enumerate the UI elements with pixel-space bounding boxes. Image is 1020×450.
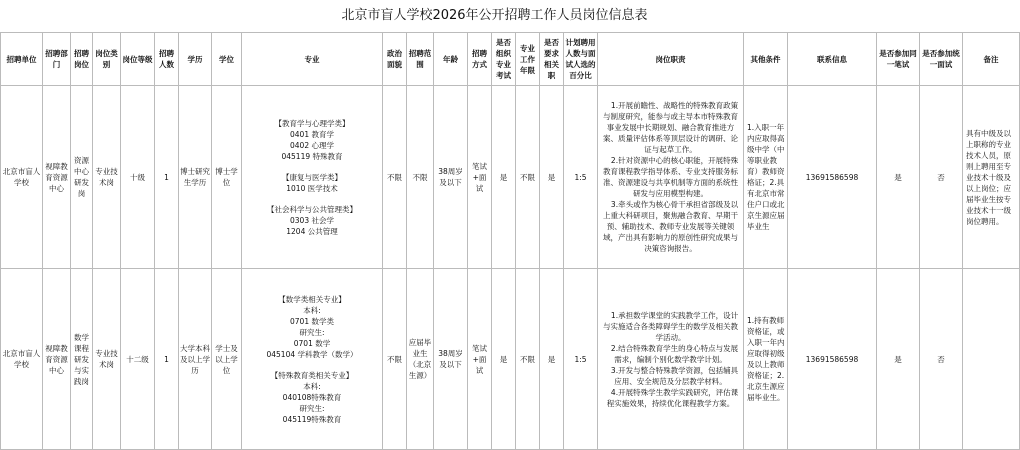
table-row (1, 269, 1020, 450)
cell-years: 不限 (516, 86, 540, 269)
cell-remark: 具有中级及以上职称的专业技术人员，原则上聘用至专业技术十级及以上岗位；应届毕业生按专业技术十一级岗位聘用。 (963, 86, 1020, 269)
header-cell: 招聘部门 (43, 33, 71, 86)
duty-item: 1.开展前瞻性、战略性的特殊教育政策与制度研究，能参与或主导本市特殊教育事业发展中长期规划、融合教育推进方案、质量评估体系等顶层设计的调研、论证与起草工作。 (603, 101, 739, 154)
header-cell: 岗位职责 (598, 33, 744, 86)
cell-method: 笔试+面试 (468, 86, 492, 269)
major-line: 0401 教育学 (290, 129, 334, 139)
cell-ratio: 1:5 (564, 269, 598, 450)
cell-degree: 学士及以上学位 (212, 269, 242, 450)
cell-politics: 不限 (383, 86, 407, 269)
header-cell: 专业工作年限 (516, 33, 540, 86)
major-line: 【特殊教育类相关专业】 (270, 370, 354, 380)
cell-other: 1.持有教师资格证，或入职一年内应取得初级及以上教师资格证；2.北京生源应届毕业生。 (744, 269, 788, 450)
cell-count: 1 (155, 269, 179, 450)
duty-item: 1.承担数学课堂的实践教学工作，设计与实施适合各类障碍学生的数学及相关教学活动。 (603, 310, 739, 342)
header-cell: 是否参加同一笔试 (877, 33, 920, 86)
major-line: 本科: (303, 381, 321, 391)
major-line: 研究生: (299, 327, 325, 337)
header-cell: 招聘范围 (407, 33, 434, 86)
major-line: 研究生: (299, 403, 325, 413)
cell-written: 是 (877, 269, 920, 450)
major-line: 045119特殊教育 (282, 414, 342, 424)
header-cell: 是否参加统一面试 (920, 33, 963, 86)
cell-major (242, 269, 383, 450)
header-cell: 联系信息 (788, 33, 877, 86)
duty-item: 2.针对资源中心的核心职能，开展特殊教育课程教学指导体系、专业支持服务标准、资源建设与共享机制等方面的系统性研发与应用模型构建。 (603, 156, 739, 198)
header-cell: 是否组织专业考试 (492, 33, 516, 86)
cell-interview: 否 (920, 86, 963, 269)
header-cell: 学历 (179, 33, 212, 86)
cell-duties (598, 269, 744, 450)
major-line: 1010 医学技术 (286, 183, 338, 193)
major-line: 本科: (303, 305, 321, 315)
major-gap (243, 194, 381, 204)
header-cell: 招聘人数 (155, 33, 179, 86)
header-cell: 招聘单位 (1, 33, 43, 86)
table-row (1, 86, 1020, 269)
cell-post: 数学课程研发与实践岗 (71, 269, 93, 450)
major-line: 040108特殊教育 (282, 392, 342, 402)
major-line: 045119 特殊教育 (281, 151, 343, 161)
cell-age: 38周岁及以下 (434, 269, 468, 450)
cell-method: 笔试+面试 (468, 269, 492, 450)
cell-dept: 视障教育资源中心 (43, 86, 71, 269)
header-cell: 招聘方式 (468, 33, 492, 86)
cell-written: 是 (877, 86, 920, 269)
cell-scope: 不限 (407, 86, 434, 269)
cell-education: 博士研究生学历 (179, 86, 212, 269)
cell-title-req: 是 (540, 86, 564, 269)
header-cell: 专业 (242, 33, 383, 86)
cell-count: 1 (155, 86, 179, 269)
cell-age: 38周岁及以下 (434, 86, 468, 269)
major-line: 0402 心理学 (290, 140, 334, 150)
header-cell: 政治面貌 (383, 33, 407, 86)
major-gap (243, 162, 381, 172)
table-title: 北京市盲人学校2026年公开招聘工作人员岗位信息表 (0, 0, 989, 33)
header-cell: 计划聘用人数与面试人选的百分比 (564, 33, 598, 86)
header-cell: 学位 (212, 33, 242, 86)
cell-unit: 北京市盲人学校 (1, 86, 43, 269)
cell-category: 专业技术岗 (93, 269, 121, 450)
header-cell: 招聘岗位 (71, 33, 93, 86)
cell-level: 十二级 (121, 269, 155, 450)
header-cell: 年龄 (434, 33, 468, 86)
cell-major (242, 86, 383, 269)
positions-table (0, 32, 1020, 450)
duty-item: 3.牵头或作为核心骨干承担省部级及以上重大科研项目，聚焦融合教育、早期干预、辅助技术、教师专业发展等关键领域，产出具有影响力的原创性研究成果与决策咨询报告。 (603, 200, 739, 253)
cell-politics: 不限 (383, 269, 407, 450)
major-line: 0701 数学 (293, 338, 331, 348)
duty-item: 4.开展特殊学生教学实践研究，评估课程实施效果，持续优化课程教学方案。 (606, 387, 739, 408)
header-cell: 岗位类别 (93, 33, 121, 86)
major-line: 0701 数学类 (290, 316, 334, 326)
cell-ratio: 1:5 (564, 86, 598, 269)
major-line: 045104 学科教学（数学） (266, 349, 358, 359)
duty-item: 3.开发与整合特殊教学资源，包括辅具应用、安全规范及分层教学材料。 (610, 365, 739, 386)
cell-education: 大学本科及以上学历 (179, 269, 212, 450)
cell-scope: 应届毕业生（北京生源） (407, 269, 434, 450)
major-line: 1204 公共管理 (286, 226, 338, 236)
major-gap (243, 360, 381, 370)
cell-unit: 北京市盲人学校 (1, 269, 43, 450)
header-row (1, 33, 1020, 86)
cell-dept: 视障教育资源中心 (43, 269, 71, 450)
header-cell: 是否要求相关职 (540, 33, 564, 86)
major-line: 0303 社会学 (290, 215, 334, 225)
duty-item: 2.结合特殊教育学生的身心特点与发展需求，编制个别化数学教学计划。 (610, 343, 739, 364)
cell-remark (963, 269, 1020, 450)
cell-category: 专业技术岗 (93, 86, 121, 269)
cell-contact: 13691586598 (788, 269, 877, 450)
cell-years: 不限 (516, 269, 540, 450)
header-cell: 岗位等级 (121, 33, 155, 86)
cell-exam: 是 (492, 269, 516, 450)
cell-post: 资源中心研发岗 (71, 86, 93, 269)
major-line: 【教育学与心理学类】 (274, 118, 350, 128)
cell-contact: 13691586598 (788, 86, 877, 269)
major-line: 【数学类相关专业】 (278, 294, 346, 304)
cell-other: 1.入职一年内应取得高级中学（中等职业教育）教师资格证；2.具有北京市常住户口或北京生源应届毕业生 (744, 86, 788, 269)
cell-level: 十级 (121, 86, 155, 269)
cell-degree: 博士学位 (212, 86, 242, 269)
header-cell: 备注 (963, 33, 1020, 86)
cell-interview: 否 (920, 269, 963, 450)
major-line: 【社会科学与公共管理类】 (267, 204, 357, 214)
cell-exam: 是 (492, 86, 516, 269)
major-line: 【康复与医学类】 (282, 172, 342, 182)
header-cell: 其他条件 (744, 33, 788, 86)
cell-duties (598, 86, 744, 269)
cell-title-req: 是 (540, 269, 564, 450)
